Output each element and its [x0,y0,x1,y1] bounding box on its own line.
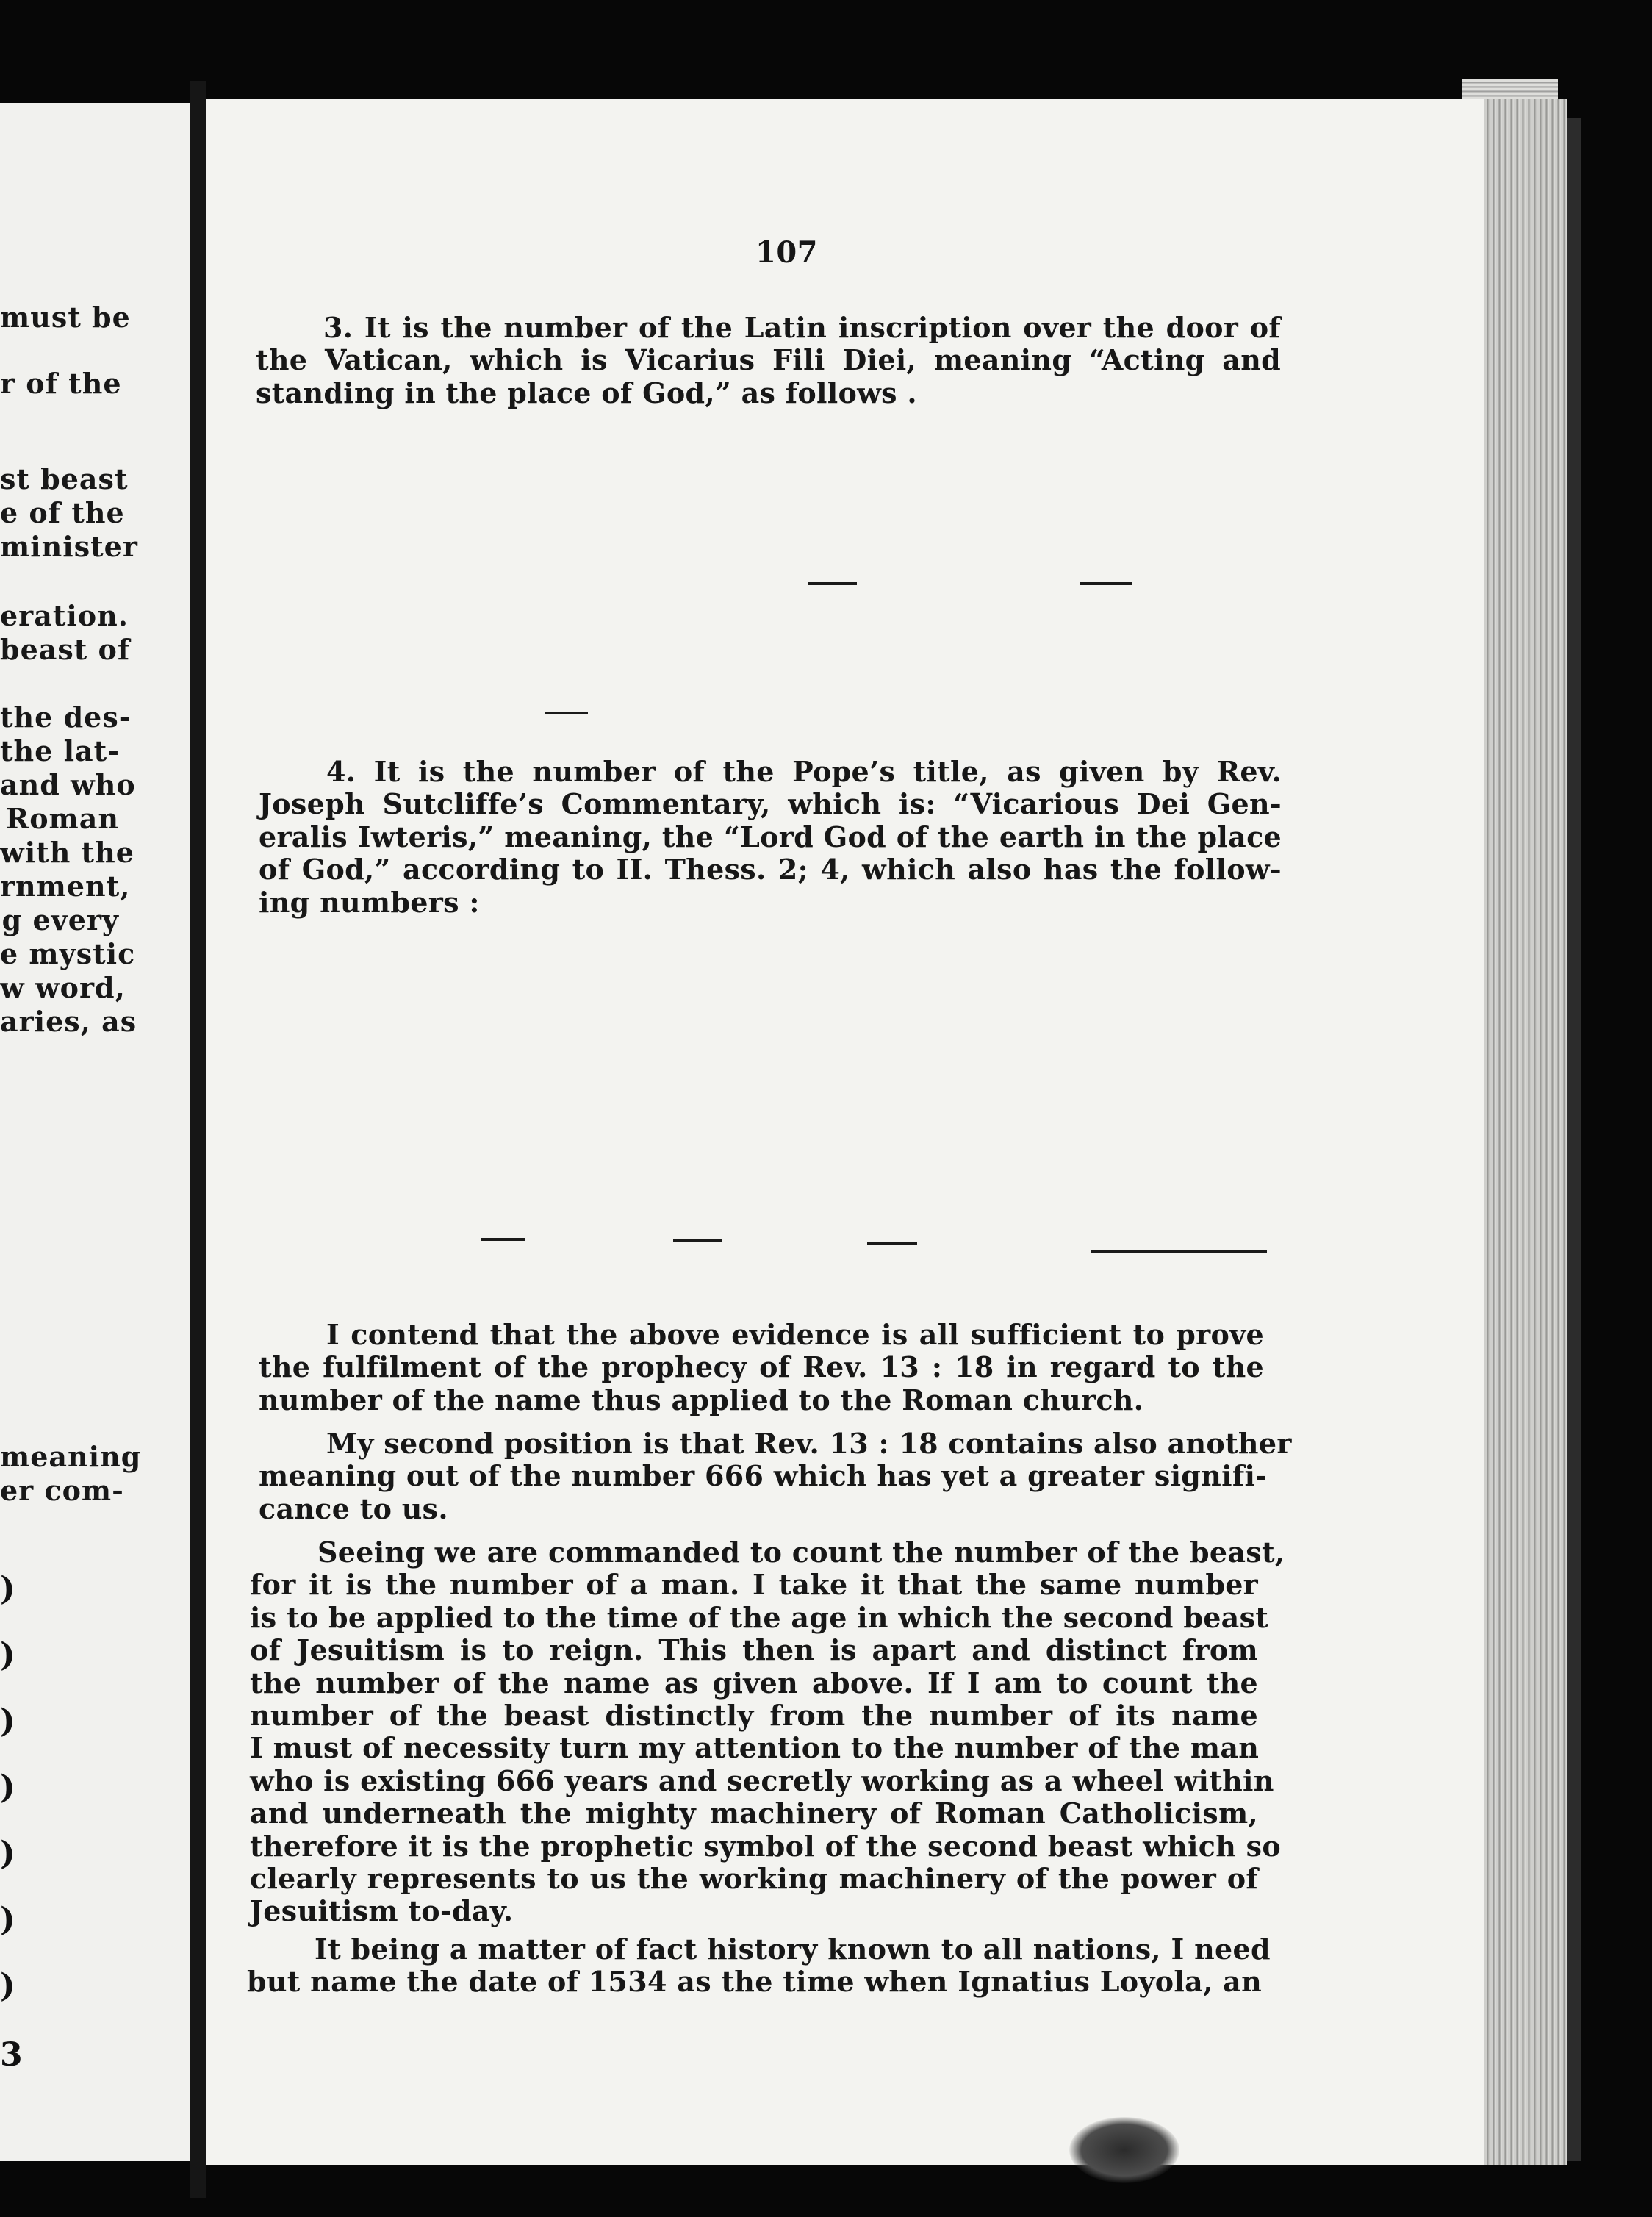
left-page-margin-mark: ) [0,1835,15,1872]
left-page-margin-mark: ) [0,1570,15,1608]
left-page-fragment [0,103,194,2161]
left-page-margin-mark: ) [0,1702,15,1740]
text-line: Seeing we are commanded to count the number of the beast, [317,1536,1285,1569]
sum-rule [481,1238,525,1241]
left-page-margin-mark: ) [0,1636,15,1674]
left-page-margin-mark: ) [0,1901,15,1938]
text-line: ing numbers : [259,885,480,919]
left-page-line: er com- [0,1474,124,1507]
left-page-line: minister [0,530,138,563]
left-page-margin-mark: 3 [0,2036,23,2074]
text-line: the number of the name as given above. If I am to count the [250,1666,1258,1700]
left-page-line: r of the [0,367,122,400]
sum-rule [808,582,857,585]
text-line: Jesuitism to-day. [250,1894,514,1928]
left-page-line: the lat- [0,734,120,767]
left-page-line: beast of [0,633,131,666]
text-line: the Vatican, which is Vicarius Fili Diei, meaning “Acting and [256,343,1281,377]
text-line: and underneath the mighty machinery of Roman Catholicism, [250,1797,1258,1830]
sum-rule [545,712,588,714]
paragraph-second-position [259,1427,1292,1525]
left-page-margin-mark: ) [0,1967,15,2005]
left-page-line: e of the [0,496,125,529]
left-page-line: must be [0,301,131,334]
text-line: the fulfilment of the prophecy of Rev. 13 : 18 in regard to the [259,1350,1264,1384]
left-page-line: meaning [0,1440,142,1473]
text-line: of God,” according to II. Thess. 2; 4, which also has the follow- [259,853,1282,887]
text-line: meaning out of the number 666 which has yet a greater signifi- [259,1459,1268,1493]
text-line: number of the name thus applied to the Roman church. [259,1383,1144,1416]
left-page-margin-mark: ) [0,1769,15,1806]
left-page-line: st beast [0,462,129,495]
paragraph-vatican-inscription [256,312,1281,409]
left-page-line: e mystic [0,937,136,970]
text-line: clearly represents to us the working machinery of the power of [250,1862,1258,1896]
paragraph-popes-title [259,756,1282,919]
left-page-line: eration. [0,599,129,632]
sum-rule [673,1239,722,1242]
left-page-line: g every [1,903,119,936]
sum-rule [867,1242,917,1245]
text-line: I must of necessity turn my attention to the number of the man [250,1731,1260,1765]
text-line: who is existing 666 years and secretly working as a wheel within [250,1763,1274,1797]
book-gutter [190,81,206,2198]
left-page-line: w word, [0,971,126,1004]
sum-rule [1091,1250,1267,1253]
text-line: of Jesuitism is to reign. This then is apart and distinct from [250,1633,1258,1667]
sum-rule [1080,582,1132,585]
left-page-line: the des- [0,701,132,734]
text-line: 3. It is the number of the Latin inscription over the door of [323,311,1281,344]
text-line: I contend that the above evidence is all sufficient to prove [326,1318,1264,1351]
paragraph-contention [259,1319,1264,1416]
left-page-line: with the [0,836,134,869]
text-line: eralis Iwteris,” meaning, the “Lord God of the earth in the place [259,820,1282,853]
page-edges [1484,99,1567,2165]
text-line: for it is the number of a man. I take it that the same number [250,1568,1258,1602]
text-line: therefore it is the prophetic symbol of the second beast which so [250,1829,1282,1863]
text-line: but name the date of 1534 as the time when Ignatius Loyola, an [247,1965,1262,1999]
text-line: 4. It is the number of the Pope’s title, as given by Rev. [326,755,1282,788]
paragraph-number-of-beast [250,1536,1285,1928]
text-line: standing in the place of God,” as follows . [256,376,917,409]
book-cover-edge [1567,118,1581,2161]
left-page-line: Roman [5,802,119,835]
text-line: Joseph Sutcliffe’s Commentary, which is: “Vicarious Dei Gen- [259,787,1282,821]
left-page-line: aries, as [0,1005,137,1038]
page-number: 107 [755,235,818,270]
page-stain [1069,2117,1179,2183]
left-page-line: and who [0,768,136,801]
paragraph-loyola [247,1933,1271,1999]
text-line: is to be applied to the time of the age in which the second beast [250,1600,1269,1634]
text-line: My second position is that Rev. 13 : 18 contains also another [326,1427,1292,1460]
text-line: number of the beast distinctly from the number of its name [250,1699,1258,1733]
text-line: cance to us. [259,1491,448,1525]
text-line: It being a matter of fact history known to all nations, I need [315,1933,1271,1966]
left-page-line: rnment, [0,870,131,903]
